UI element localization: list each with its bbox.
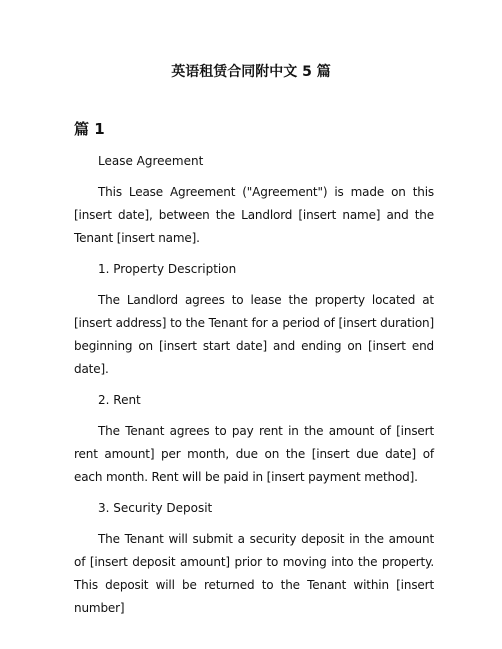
document-title: 英语租赁合同附中文 5 篇 <box>171 64 331 80</box>
document-body <box>74 150 434 628</box>
paragraph-security-deposit: The Tenant will submit a security deposit in the amount of [insert deposit amount] prior to moving into the property. This deposit will be returned to the Tenant within [insert number] <box>74 532 434 615</box>
paragraph-rent-heading: 2. Rent <box>98 393 141 407</box>
paragraph-security-deposit-heading: 3. Security Deposit <box>98 501 213 515</box>
section-heading: 篇 1 <box>74 120 105 138</box>
paragraph-lease-agreement-heading: Lease Agreement <box>98 154 204 168</box>
paragraph-intro: This Lease Agreement ("Agreement") is made on this [insert date], between the Landlord [insert name] and the Tenant [insert name]. <box>74 185 434 245</box>
paragraph-rent: The Tenant agrees to pay rent in the amount of [insert rent amount] per month, due on the [insert due date] of each month. Rent will be paid in [insert payment method]. <box>74 424 434 484</box>
paragraph-property-description-heading: 1. Property Description <box>98 262 237 276</box>
paragraph-property-description: The Landlord agrees to lease the property located at [insert address] to the Tenant for a period of [insert duration] beginning on [insert start date] and ending on [insert end date]. <box>74 293 434 376</box>
